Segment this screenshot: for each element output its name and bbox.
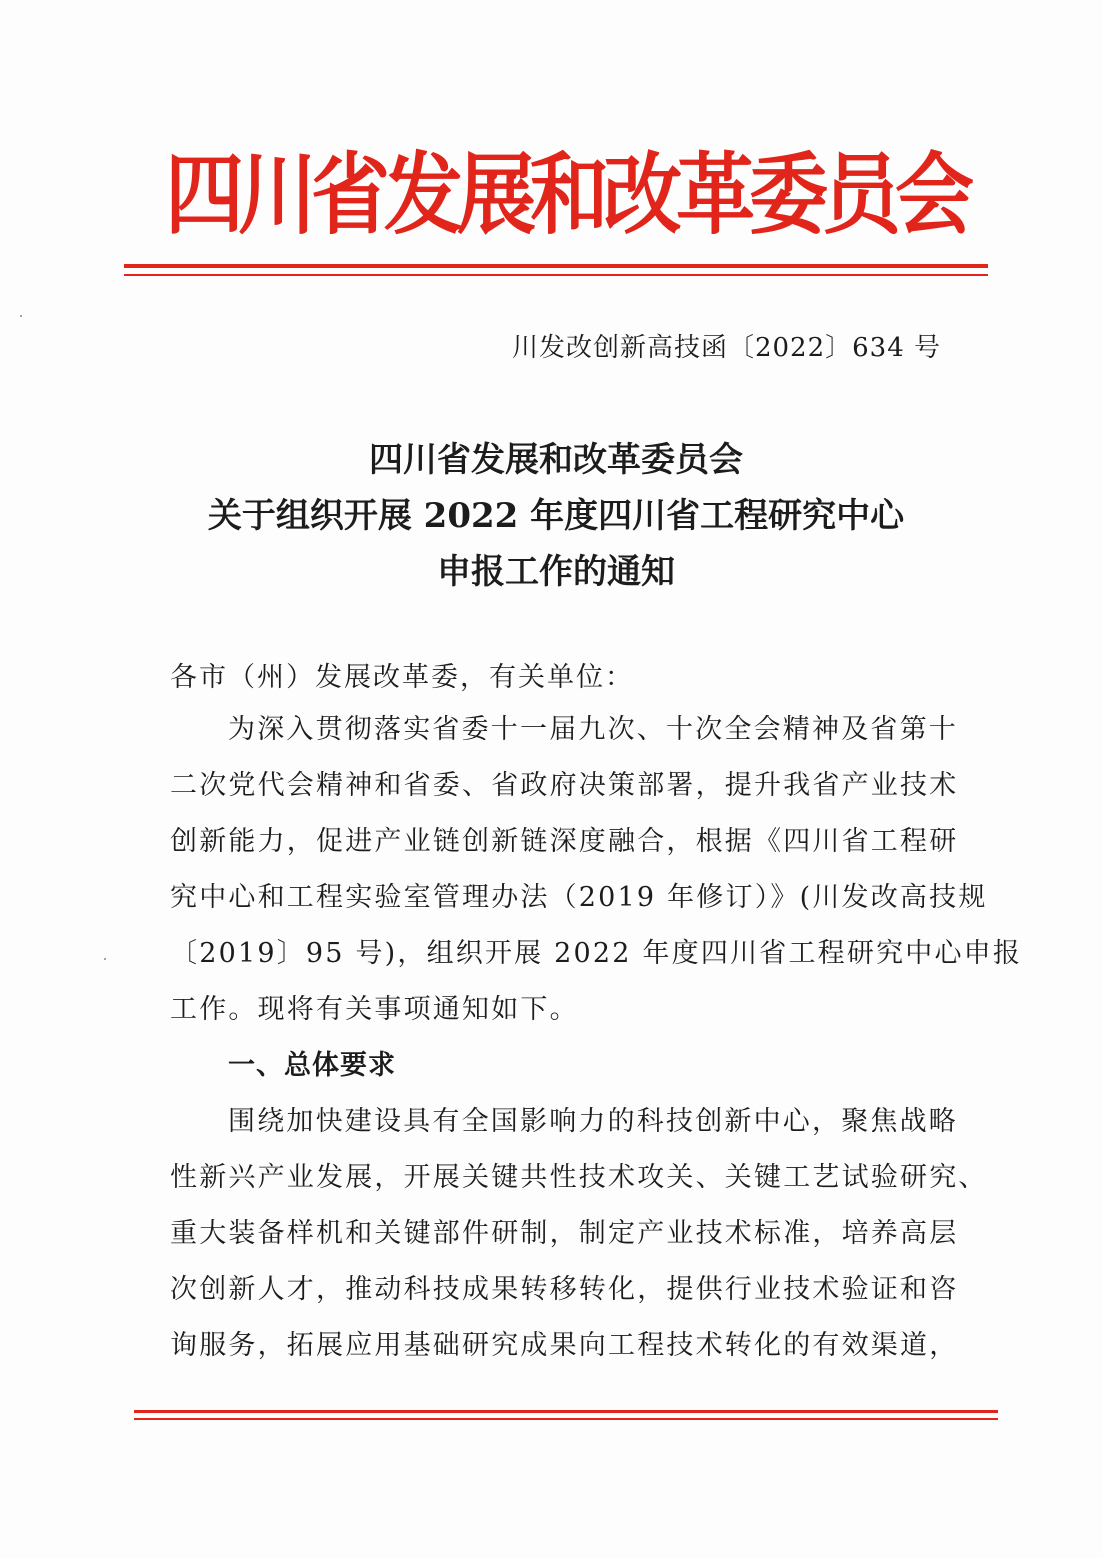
section-heading: 一、总体要求 [228, 1050, 396, 1081]
body-line: 性新兴产业发展，开展关键共性技术攻关、关键工艺试验研究、 [170, 1162, 988, 1193]
body-line: 创新能力，促进产业链创新链深度融合，根据《四川省工程研 [170, 826, 959, 857]
footer-red-rule-thick [134, 1410, 998, 1413]
body-line: 工作。现将有关事项通知如下。 [170, 994, 579, 1025]
document-number: 川发改创新高技函〔2022〕634 号 [511, 333, 941, 363]
header-red-rule-thin [124, 274, 988, 276]
title-line-3: 申报工作的通知 [437, 552, 675, 592]
title-line-1: 四川省发展和改革委员会 [369, 440, 743, 480]
issuing-organization-header: 四川省发展和改革委员会 [165, 142, 968, 247]
body-line: 〔2019〕95 号)，组织开展 2022 年度四川省工程研究中心申报 [170, 938, 1023, 969]
body-line: 围绕加快建设具有全国影响力的科技创新中心，聚焦战略 [228, 1106, 958, 1137]
body-line: 询服务，拓展应用基础研究成果向工程技术转化的有效渠道， [170, 1330, 959, 1361]
body-line: 次创新人才，推动科技成果转移转化，提供行业技术验证和咨 [170, 1274, 959, 1305]
body-line: 究中心和工程实验室管理办法（2019 年修订）》(川发改高技规 [170, 882, 988, 913]
title-line-2: 关于组织开展 2022 年度四川省工程研究中心 [207, 496, 905, 536]
header-red-rule-thick [124, 264, 988, 268]
scan-speck [104, 958, 106, 960]
footer-red-rule-thin [134, 1418, 998, 1420]
body-line: 二次党代会精神和省委、省政府决策部署，提升我省产业技术 [170, 770, 959, 801]
scan-speck [20, 315, 22, 317]
document-title [150, 432, 962, 600]
body-line: 重大装备样机和关键部件研制，制定产业技术标准，培养高层 [170, 1218, 959, 1249]
body-line: 为深入贯彻落实省委十一届九次、十次全会精神及省第十 [228, 714, 958, 745]
salutation: 各市（州）发展改革委，有关单位： [170, 662, 634, 693]
